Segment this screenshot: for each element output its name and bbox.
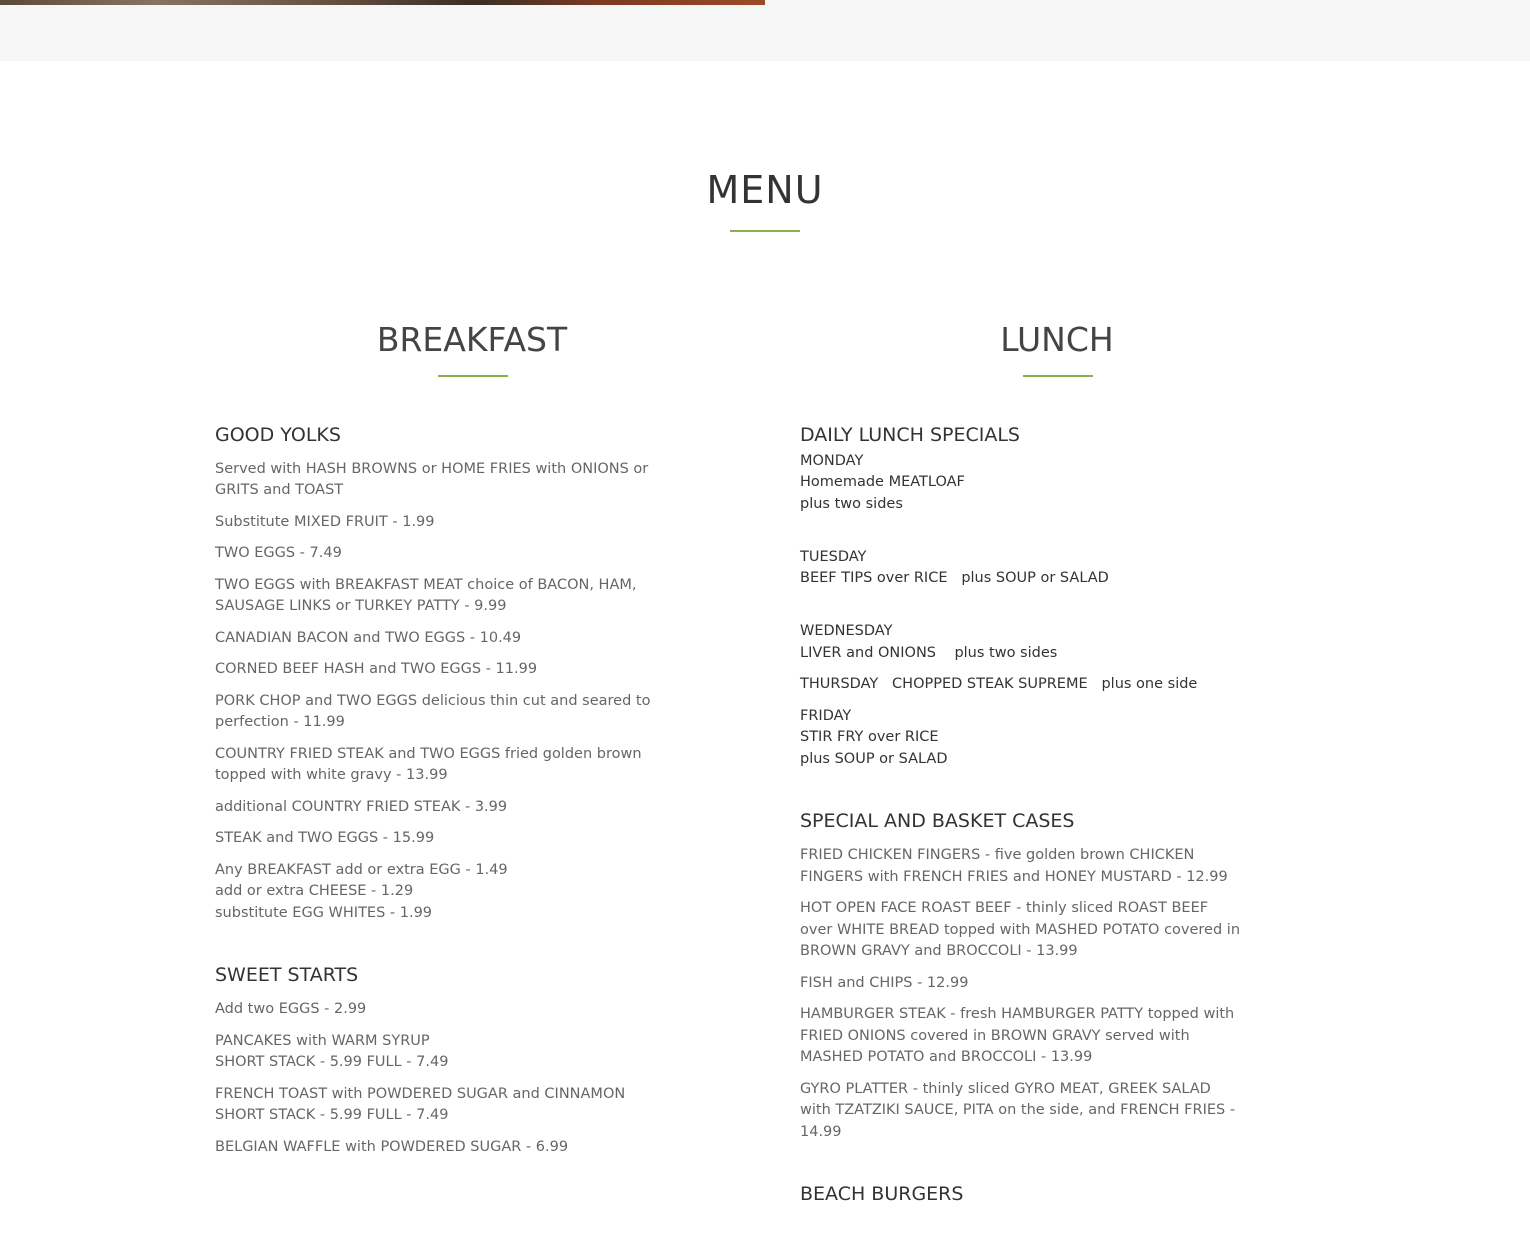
hero-section-bottom [0, 0, 1530, 61]
menu-item: HAMBURGER STEAK - fresh HAMBURGER PATTY topped with FRIED ONIONS covered in BROWN GRAVY served with MASHED POTATO and BROCCOLI - 13.99 [800, 1006, 1235, 1066]
daily-specials-group [800, 424, 1240, 770]
menu-title: MENU [706, 168, 824, 212]
menu-item: FISH and CHIPS - 12.99 [800, 974, 969, 991]
menu-item: CORNED BEEF HASH and TWO EGGS - 11.99 [215, 661, 538, 678]
menu-item: Served with HASH BROWNS or HOME FRIES with ONIONS or GRITS and TOAST [215, 460, 649, 499]
item-line: SHORT STACK - 5.99 FULL - 7.49 [215, 1107, 449, 1124]
breakfast-column [215, 424, 655, 1198]
day-label: FRIDAY [800, 707, 852, 724]
extra-line: substitute EGG WHITES - 1.99 [215, 904, 433, 921]
menu-item: Add two EGGS - 2.99 [215, 1001, 367, 1018]
sweet-starts-group [215, 964, 655, 1158]
good-yolks-heading: GOOD YOLKS [215, 424, 341, 446]
special-line: BEEF TIPS over RICE plus SOUP or SALAD [800, 570, 1109, 587]
sweet-starts-heading: SWEET STARTS [215, 964, 359, 987]
menu-item: TWO EGGS - 7.49 [215, 545, 342, 562]
special-line: STIR FRY over RICE [800, 729, 939, 746]
menu-item: PORK CHOP and TWO EGGS delicious thin cut and seared to perfection - 11.99 [215, 692, 651, 731]
menu-item-pancakes [215, 1031, 655, 1074]
special-line: LIVER and ONIONS plus two sides [800, 644, 1058, 661]
menu-item: STEAK and TWO EGGS - 15.99 [215, 830, 435, 847]
menu-item: TWO EGGS with BREAKFAST MEAT choice of BACON, HAM, SAUSAGE LINKS or TURKEY PATTY - 9.99 [215, 576, 637, 615]
special-friday [800, 706, 1240, 771]
special-line: plus SOUP or SALAD [800, 750, 948, 767]
hero-image [0, 0, 765, 5]
item-line: SHORT STACK - 5.99 FULL - 7.49 [215, 1054, 449, 1071]
menu-item: additional COUNTRY FRIED STEAK - 3.99 [215, 798, 508, 815]
special-thursday: THURSDAY CHOPPED STEAK SUPREME plus one side [800, 676, 1198, 693]
special-wednesday [800, 600, 1240, 665]
menu-title-underline [730, 230, 800, 232]
menu-item: CANADIAN BACON and TWO EGGS - 10.49 [215, 629, 522, 646]
special-basket-heading: SPECIAL AND BASKET CASES [800, 810, 1075, 833]
day-label: MONDAY [800, 452, 864, 469]
menu-item: Substitute MIXED FRUIT - 1.99 [215, 513, 435, 530]
day-label: WEDNESDAY [800, 623, 893, 640]
menu-item: COUNTRY FRIED STEAK and TWO EGGS fried golden brown topped with white gravy - 13.99 [215, 745, 642, 784]
menu-item-waffle: BELGIAN WAFFLE with POWDERED SUGAR - 6.99 [215, 1138, 569, 1155]
beach-burgers-heading: BEACH BURGERS [800, 1183, 964, 1206]
special-monday [800, 451, 1240, 516]
breakfast-heading: BREAKFAST [376, 320, 568, 359]
menu-item: HOT OPEN FACE ROAST BEEF - thinly sliced ROAST BEEF over WHITE BREAD topped with MASHED POTATO covered in BROWN GRAVY and BROCCOLI - 13.99 [800, 900, 1241, 960]
good-yolks-group [215, 424, 655, 924]
extra-line: Any BREAKFAST add or extra EGG - 1.49 [215, 861, 508, 878]
beach-burgers-group [800, 1183, 1240, 1206]
item-line: FRENCH TOAST with POWDERED SUGAR and CINNAMON [215, 1085, 626, 1102]
lunch-heading: LUNCH [1000, 320, 1114, 359]
menu-item: FRIED CHICKEN FINGERS - five golden brown CHICKEN FINGERS with FRENCH FRIES and HONEY MUSTARD - 12.99 [800, 847, 1228, 885]
day-label: TUESDAY [800, 548, 867, 565]
special-tuesday [800, 525, 1240, 590]
item-line: PANCAKES with WARM SYRUP [215, 1032, 430, 1049]
daily-specials-heading: DAILY LUNCH SPECIALS [800, 424, 1020, 446]
menu-item: GYRO PLATTER - thinly sliced GYRO MEAT, GREEK SALAD with TZATZIKI SAUCE, PITA on the side, and FRENCH FRIES - 14.99 [800, 1080, 1236, 1140]
breakfast-heading-underline [438, 375, 508, 377]
menu-item-french-toast [215, 1084, 655, 1127]
menu-item-extras [215, 860, 655, 925]
special-line: plus two sides [800, 495, 903, 512]
lunch-column [800, 424, 1240, 1246]
special-basket-group [800, 810, 1240, 1143]
special-line: Homemade MEATLOAF [800, 474, 965, 491]
extra-line: add or extra CHEESE - 1.29 [215, 883, 414, 900]
lunch-heading-underline [1023, 375, 1093, 377]
